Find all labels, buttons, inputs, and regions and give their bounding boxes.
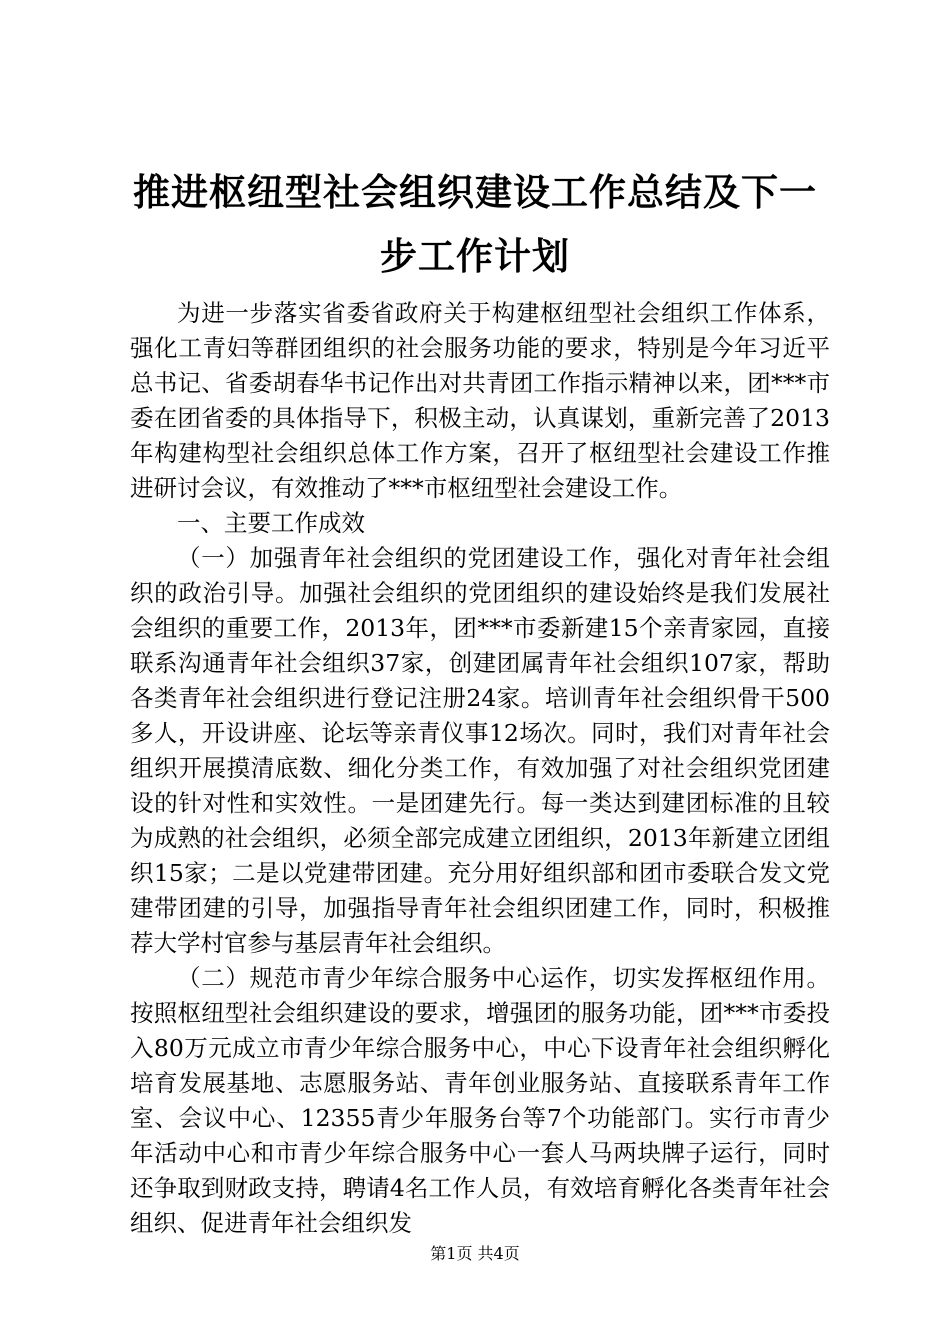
document-body [130, 296, 830, 1241]
paragraph-party-building: （一）加强青年社会组织的党团建设工作，强化对青年社会组织的政治引导。加强社会组织的党团组织的建设始终是我们发展社会组织的重要工作，2013年，团***市委新建15个亲青家园，直接联系沟通青年社会组织37家，创建团属青年社会组织107家，帮助各类青年社会组织进行登记注册24家。培训青年社会组织骨干500多人，开设讲座、论坛等亲青仪事12场次。同时，我们对青年社会组织开展摸清底数、细化分类工作，有效加强了对社会组织党团建设的针对性和实效性。一是团建先行。每一类达到建团标准的且较为成熟的社会组织，必须全部完成建立团组织，2013年新建立团组织15家；二是以党建带团建。充分用好组织部和团市委联合发文党建带团建的引导，加强指导青年社会组织团建工作，同时，积极推荐大学村官参与基层青年社会组织。 [130, 544, 830, 957]
intro-paragraph: 为进一步落实省委省政府关于构建枢纽型社会组织工作体系，强化工青妇等群团组织的社会服务功能的要求，特别是今年习近平总书记、省委胡春华书记作出对共青团工作指示精神以来，团***市委在团省委的具体指导下，积极主动，认真谋划，重新完善了2013年构建构型社会组织总体工作方案，召开了枢纽型社会建设工作推进研讨会议，有效推动了***市枢纽型社会建设工作。 [130, 299, 830, 502]
paragraph-service-center: （二）规范市青少年综合服务中心运作，切实发挥枢纽作用。按照枢纽型社会组织建设的要求，增强团的服务功能，团***市委投入80万元成立市青少年综合服务中心，中心下设青年社会组织孵化培育发展基地、志愿服务站、青年创业服务站、直接联系青年工作室、会议中心、12355青少年服务台等7个功能部门。实行市青少年活动中心和市青少年综合服务中心一套人马两块牌子运行，同时还争取到财政支持，聘请4名工作人员，有效培育孵化各类青年社会组织、促进青年社会组织发 [130, 964, 830, 1237]
page-number: 第1页 共4页 [430, 1244, 520, 1263]
section-heading: 一、主要工作成效 [177, 509, 365, 537]
document-title: 推进枢纽型社会组织建设工作总结及下一步工作计划 [133, 170, 817, 278]
